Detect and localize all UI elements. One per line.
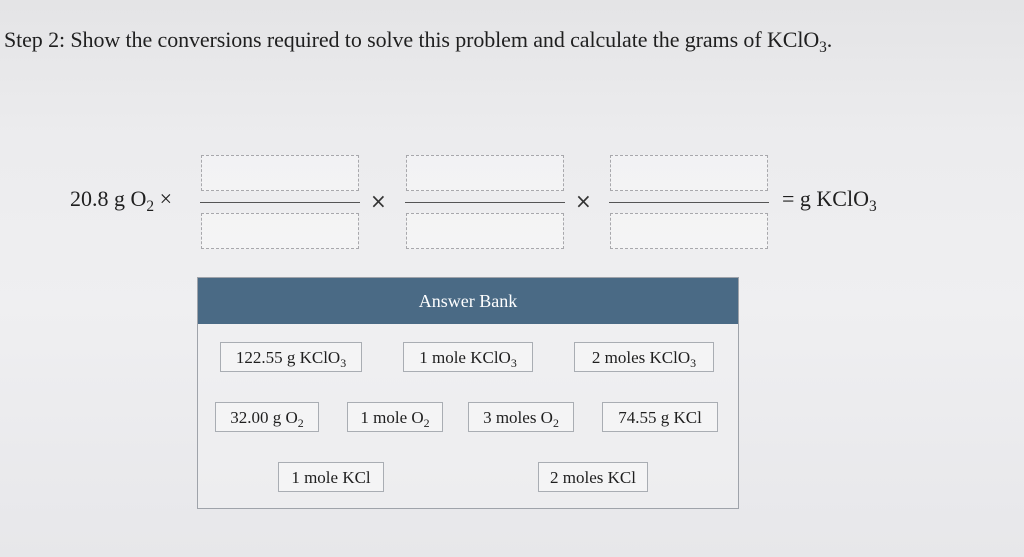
- fraction-1-bar: [200, 202, 360, 203]
- fraction-3-denominator-drop-zone[interactable]: [610, 213, 768, 249]
- fraction-1-numerator-drop-zone[interactable]: [201, 155, 359, 191]
- times-symbol: ×: [370, 189, 387, 213]
- times-symbol: ×: [575, 189, 592, 213]
- conversion-equation: [0, 0, 1024, 260]
- fraction-1-denominator-drop-zone[interactable]: [201, 213, 359, 249]
- answer-bank: [197, 277, 739, 509]
- given-value: 20.8 g O: [70, 186, 147, 211]
- answer-tile[interactable]: 32.00 g $O_2$: [215, 402, 319, 432]
- prompt-subscript: 3: [819, 39, 827, 57]
- fraction-2-bar: [405, 202, 565, 203]
- prompt-end: .: [826, 27, 833, 52]
- result-text: = g KClO: [782, 186, 869, 211]
- answer-tile[interactable]: 1 mole KClO$_3$: [403, 342, 533, 372]
- fraction-2-denominator-drop-zone[interactable]: [406, 213, 564, 249]
- prompt-text: Step 2: Show the conversions required to solve this problem and calculate the grams of KClO: [4, 27, 820, 52]
- result-subscript: 3: [868, 198, 877, 216]
- times-symbol: ×: [159, 186, 173, 211]
- answer-tile[interactable]: 122.55 g KClO$_3$: [220, 342, 362, 372]
- answer-tile[interactable]: 1 mole $O_2$: [347, 402, 443, 432]
- answer-tile[interactable]: 74.55 g KCl: [602, 402, 718, 432]
- given-subscript: 2: [146, 198, 155, 216]
- answer-bank-title: Answer Bank: [198, 278, 738, 324]
- fraction-3-numerator-drop-zone[interactable]: [610, 155, 768, 191]
- answer-tile[interactable]: 2 moles KCl: [538, 462, 648, 492]
- answer-tile[interactable]: 3 moles $O_2$: [468, 402, 574, 432]
- result-expression: [782, 186, 877, 216]
- answer-tile[interactable]: 2 moles KClO$_3$: [574, 342, 714, 372]
- given-quantity: [70, 186, 173, 216]
- fraction-2-numerator-drop-zone[interactable]: [406, 155, 564, 191]
- fraction-3-bar: [609, 202, 769, 203]
- answer-tile[interactable]: 1 mole KCl: [278, 462, 384, 492]
